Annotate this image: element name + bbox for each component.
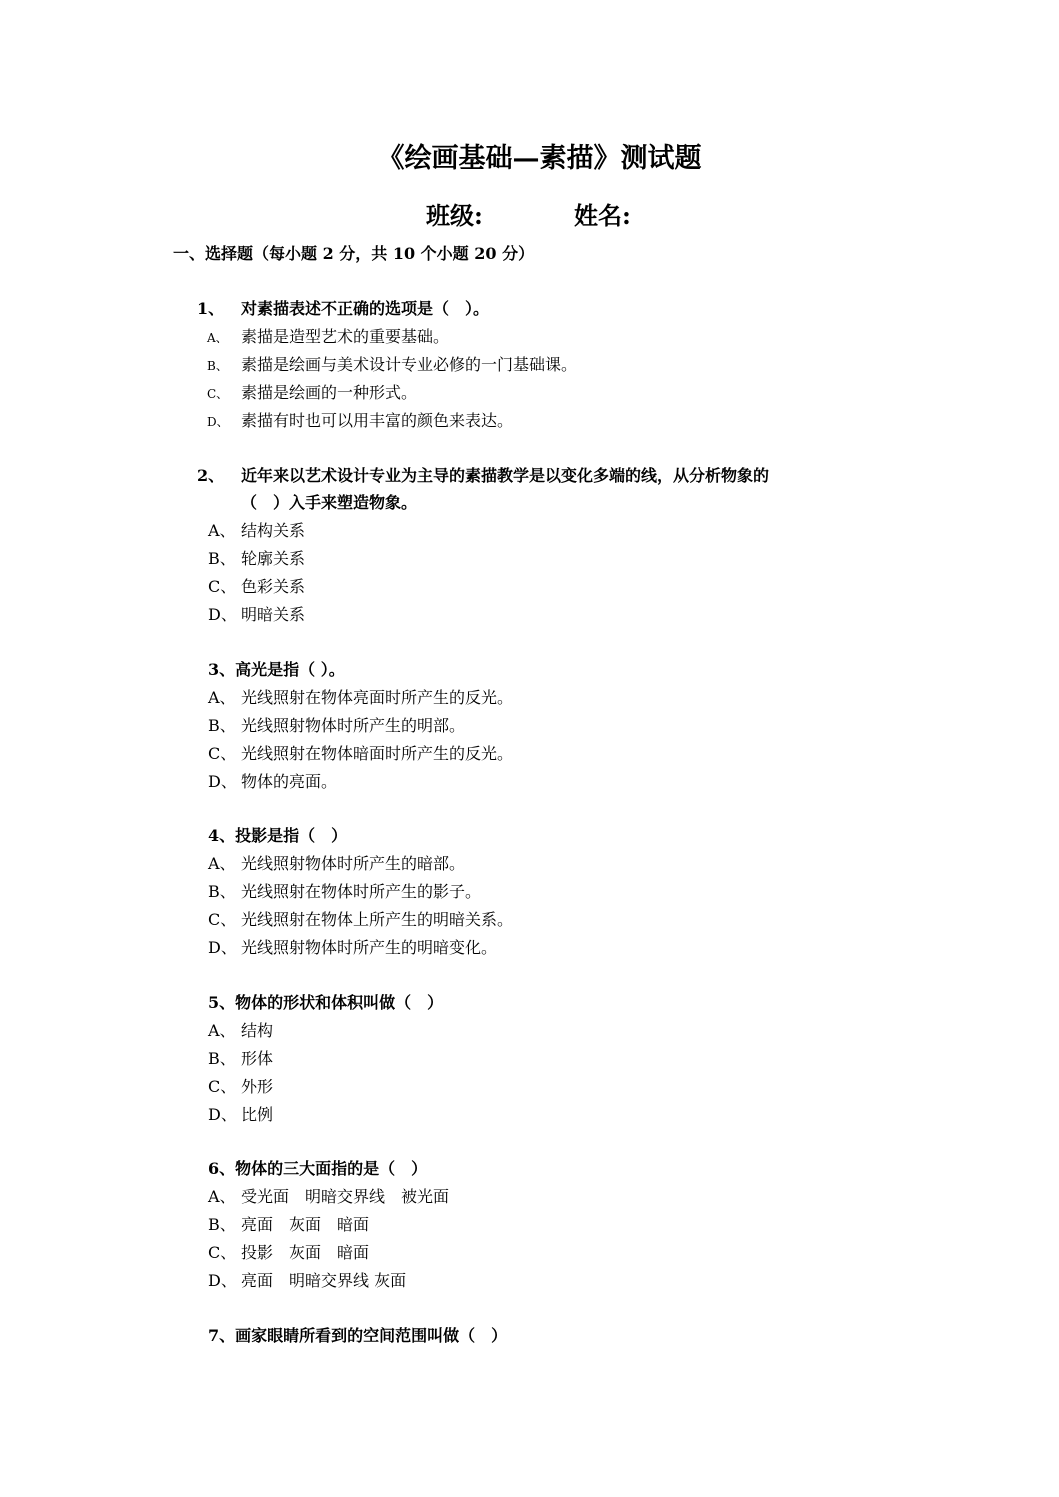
option-c xyxy=(208,1073,273,1100)
page-title: 《绘画基础—素描》测试题 xyxy=(377,143,702,174)
question-stem xyxy=(208,656,345,683)
option-b xyxy=(208,878,481,905)
option-text: 受光面 明暗交界线 被光面 xyxy=(241,1187,450,1206)
name-label: 姓名: xyxy=(574,201,631,230)
option-letter: D、 xyxy=(208,605,237,624)
option-letter: B、 xyxy=(207,359,228,373)
option-letter: A、 xyxy=(208,521,236,540)
option-b xyxy=(208,545,305,572)
question-stem xyxy=(197,462,769,489)
option-c xyxy=(208,906,513,933)
option-d xyxy=(208,934,497,961)
option-letter: D、 xyxy=(207,415,229,429)
option-letter: B、 xyxy=(208,1215,236,1234)
option-letter: B、 xyxy=(208,882,236,901)
question-text-continued: （ ）入手来塑造物象。 xyxy=(241,493,418,512)
option-letter: D、 xyxy=(208,1105,237,1124)
question-stem xyxy=(208,822,347,849)
option-c xyxy=(208,740,513,767)
option-b xyxy=(208,712,465,739)
option-d xyxy=(208,768,337,795)
section-heading: 一、选择题（每小题 2 分，共 10 个小题 20 分） xyxy=(173,244,535,263)
option-text: 投影 灰面 暗面 xyxy=(241,1243,370,1262)
question-text: 投影是指（ ） xyxy=(235,826,348,845)
option-text: 素描有时也可以用丰富的颜色来表达。 xyxy=(241,411,514,430)
question-number: 4、 xyxy=(208,826,236,845)
option-text: 光线照射在物体时所产生的影子。 xyxy=(241,882,482,901)
option-text: 光线照射在物体上所产生的明暗关系。 xyxy=(241,910,514,929)
question-stem xyxy=(208,989,443,1016)
option-letter: A、 xyxy=(208,1187,236,1206)
option-text: 色彩关系 xyxy=(241,577,306,596)
question-number: 1、 xyxy=(197,299,225,318)
option-c xyxy=(208,1239,369,1266)
option-d xyxy=(208,601,305,628)
option-b xyxy=(207,351,577,380)
class-label: 班级: xyxy=(426,201,483,230)
option-b xyxy=(208,1045,273,1072)
option-text: 光线照射物体时所产生的明暗变化。 xyxy=(241,938,498,957)
question-number: 6、 xyxy=(208,1159,236,1178)
option-letter: C、 xyxy=(208,910,237,929)
option-text: 亮面 灰面 暗面 xyxy=(241,1215,370,1234)
question-stem xyxy=(208,1322,507,1349)
option-text: 光线照射物体时所产生的明部。 xyxy=(241,716,466,735)
option-a xyxy=(208,1183,449,1210)
option-b xyxy=(208,1211,369,1238)
option-text: 结构 xyxy=(241,1021,274,1040)
option-text: 光线照射在物体亮面时所产生的反光。 xyxy=(241,688,514,707)
question-number: 7、 xyxy=(208,1326,236,1345)
option-d xyxy=(208,1267,406,1294)
option-text: 素描是绘画与美术设计专业必修的一门基础课。 xyxy=(241,355,578,374)
question-number: 2、 xyxy=(197,466,225,485)
option-a xyxy=(207,323,449,352)
question-text: 画家眼睛所看到的空间范围叫做（ ） xyxy=(235,1326,508,1345)
student-info-line xyxy=(426,196,631,231)
option-text: 形体 xyxy=(241,1049,274,1068)
option-d xyxy=(208,1101,273,1128)
question-number: 3、 xyxy=(208,660,236,679)
option-letter: A、 xyxy=(208,688,236,707)
option-letter: B、 xyxy=(208,716,236,735)
option-letter: C、 xyxy=(208,744,237,763)
option-c xyxy=(207,379,417,408)
option-a xyxy=(208,850,465,877)
option-d xyxy=(207,407,513,436)
option-text: 比例 xyxy=(241,1105,274,1124)
question-number: 5、 xyxy=(208,993,236,1012)
option-a xyxy=(208,517,305,544)
option-letter: C、 xyxy=(208,1077,237,1096)
option-text: 外形 xyxy=(241,1077,274,1096)
option-text: 明暗关系 xyxy=(241,605,306,624)
option-letter: C、 xyxy=(208,1243,237,1262)
option-letter: A、 xyxy=(208,854,236,873)
question-text: 高光是指（ ）。 xyxy=(235,660,345,679)
option-letter: D、 xyxy=(208,1271,237,1290)
option-c xyxy=(208,573,305,600)
option-text: 物体的亮面。 xyxy=(241,772,338,791)
question-text: 对素描表述不正确的选项是（ ）。 xyxy=(241,299,490,318)
option-letter: D、 xyxy=(208,772,237,791)
option-text: 结构关系 xyxy=(241,521,306,540)
option-letter: D、 xyxy=(208,938,237,957)
option-letter: C、 xyxy=(207,387,229,401)
option-letter: B、 xyxy=(208,549,236,568)
question-text: 物体的形状和体积叫做（ ） xyxy=(235,993,444,1012)
option-a xyxy=(208,684,513,711)
option-text: 光线照射物体时所产生的暗部。 xyxy=(241,854,466,873)
option-letter: C、 xyxy=(208,577,237,596)
question-text: 近年来以艺术设计专业为主导的素描教学是以变化多端的线，从分析物象的 xyxy=(241,466,770,485)
option-text: 素描是绘画的一种形式。 xyxy=(241,383,418,402)
question-text: 物体的三大面指的是（ ） xyxy=(235,1159,428,1178)
option-text: 光线照射在物体暗面时所产生的反光。 xyxy=(241,744,514,763)
question-stem xyxy=(208,1155,427,1182)
option-letter: A、 xyxy=(207,331,228,345)
option-text: 轮廓关系 xyxy=(241,549,306,568)
question-stem xyxy=(197,295,489,322)
option-letter: A、 xyxy=(208,1021,236,1040)
option-a xyxy=(208,1017,273,1044)
option-text: 素描是造型艺术的重要基础。 xyxy=(241,327,450,346)
option-letter: B、 xyxy=(208,1049,236,1068)
option-text: 亮面 明暗交界线 灰面 xyxy=(241,1271,407,1290)
